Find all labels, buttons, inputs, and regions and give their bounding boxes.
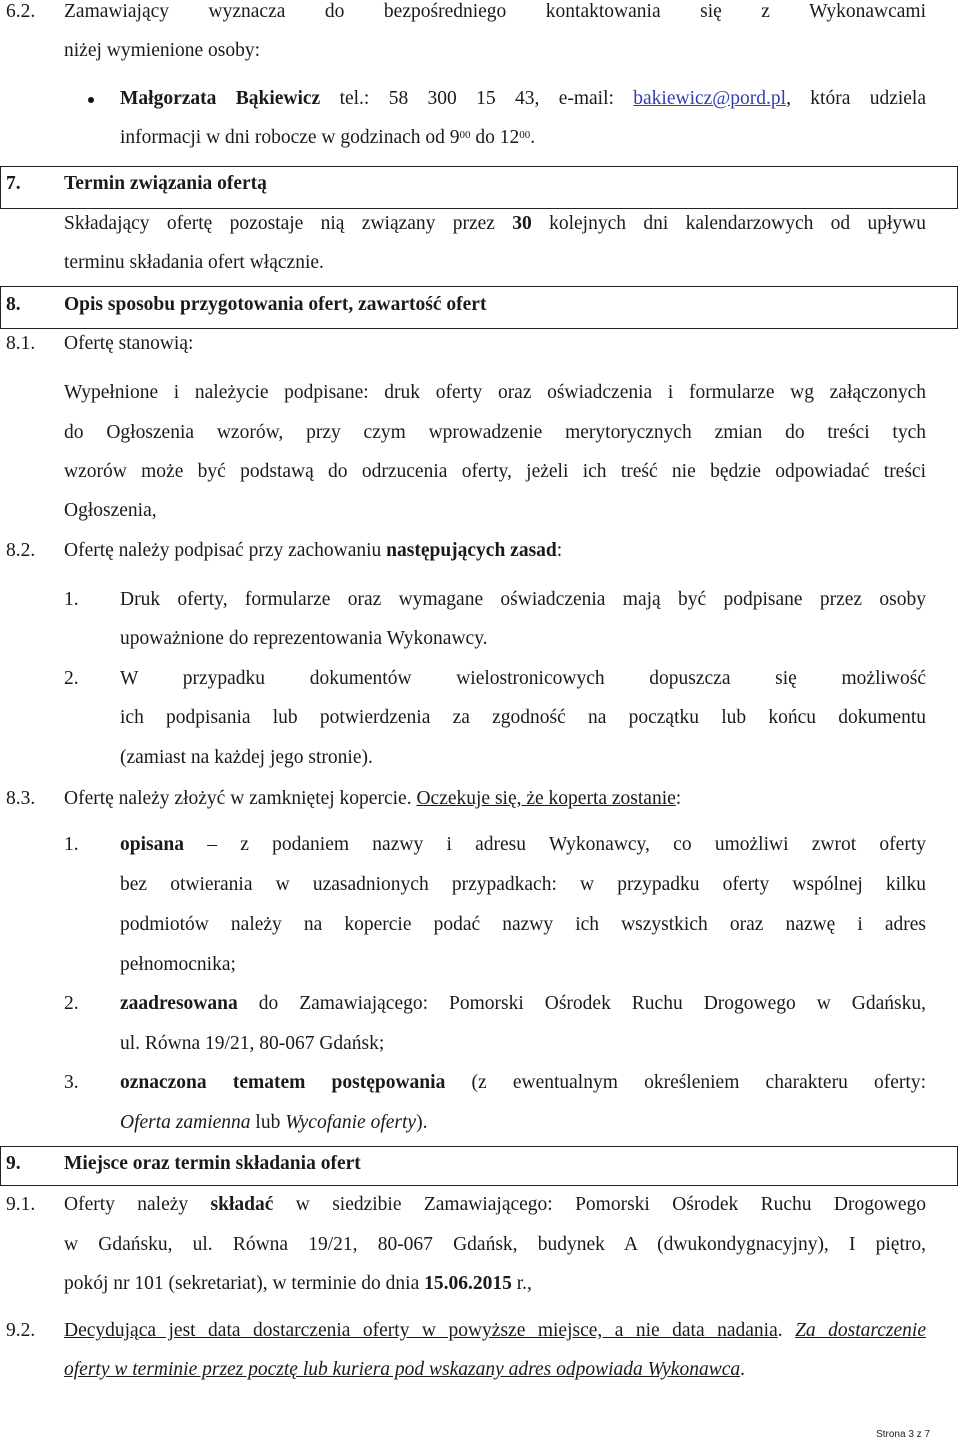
text: w siedzibie Zamawiającego: Pomorski Ośrodek Ruchu Drogowego	[273, 1194, 926, 1215]
section-title: Opis sposobu przygotowania ofert, zawartość ofert	[64, 294, 487, 315]
italic-text: Oferta zamienna	[120, 1112, 251, 1133]
paragraph-line	[64, 1272, 532, 1296]
email-link[interactable]: bakiewicz@pord.pl	[633, 88, 787, 109]
list-item-line: ich podpisania lub potwierdzenia za zgodność na początku lub końcu dokumentu	[120, 707, 926, 728]
text: – z podaniem nazwy i adresu Wykonawcy, co umożliwi zwrot oferty	[183, 834, 926, 855]
text: informacji w dni robocze w godzinach od 9	[120, 127, 460, 148]
text: r.,	[511, 1273, 532, 1294]
contact-name: Małgorzata Bąkiewicz	[120, 88, 321, 109]
text: .	[777, 1320, 796, 1341]
text: :	[556, 540, 563, 561]
text: kolejnych dni kalendarzowych od upływu	[531, 213, 926, 234]
text: 30	[512, 213, 532, 234]
paragraph-line: w Gdańsku, ul. Równa 19/21, 80-067 Gdańsk, budynek A (dwukondygnacyjny), I piętro,	[64, 1234, 926, 1255]
bullet-icon	[88, 97, 94, 103]
subsection-heading	[64, 539, 562, 563]
underlined-italic-text: oferty w terminie przez pocztę lub kuriera pod wskazany adres odpowiada Wykonawca	[64, 1359, 741, 1380]
list-item-line	[120, 1071, 926, 1095]
section-number: 8.2.	[6, 540, 36, 561]
subsection-heading	[64, 787, 681, 811]
paragraph-line: niżej wymienione osoby:	[64, 40, 261, 61]
paragraph-line	[64, 1193, 926, 1217]
superscript: 00	[519, 129, 531, 141]
list-number: 2.	[64, 993, 79, 1014]
text: Oferty należy	[64, 1194, 211, 1215]
text: opisana	[120, 834, 184, 855]
paragraph-line: terminu składania ofert włącznie.	[64, 252, 324, 273]
section-number: 8.3.	[6, 788, 36, 809]
underlined-text: Oczekuje się, że koperta zostanie	[416, 788, 676, 809]
text: Ofertę należy złożyć w zamkniętej kopercie.	[64, 788, 417, 809]
text: .	[530, 127, 536, 148]
text: :	[675, 788, 682, 809]
list-number: 2.	[64, 668, 79, 689]
superscript: 00	[459, 129, 471, 141]
page-number: Strona 3 z 7	[876, 1429, 930, 1440]
text: lub	[250, 1112, 286, 1133]
hours-line	[120, 126, 535, 150]
section-title: Miejsce oraz termin składania ofert	[64, 1153, 361, 1174]
list-item-line	[120, 992, 926, 1016]
section-number: 8.	[6, 294, 21, 315]
text: składać	[210, 1194, 274, 1215]
section-number: 8.1.	[6, 333, 36, 354]
list-number: 1.	[64, 834, 79, 855]
italic-text: Wycofanie oferty	[285, 1112, 417, 1133]
section-number: 9.2.	[6, 1320, 36, 1341]
text: , która udziela	[786, 88, 926, 109]
list-number: 3.	[64, 1072, 79, 1093]
underlined-text: Decydująca jest data dostarczenia oferty w powyższe miejsce, a nie data nadania	[64, 1320, 778, 1341]
section-number: 6.2.	[6, 1, 36, 22]
text: następujących zasad	[386, 540, 557, 561]
text: do 12	[470, 127, 520, 148]
text: zaadresowana	[120, 993, 238, 1014]
text: .	[740, 1359, 745, 1380]
list-item-line	[120, 833, 926, 857]
paragraph-line	[64, 1358, 745, 1382]
text: Zamawiający wyznacza do bezpośredniego kontaktowania się z Wykonawcami	[64, 1, 926, 22]
list-item-line: bez otwierania w uzasadnionych przypadkach: w przypadku oferty wspólnej kilku	[120, 874, 926, 895]
paragraph-line: Ogłoszenia,	[64, 500, 157, 521]
text: Ofertę należy podpisać przy zachowaniu	[64, 540, 387, 561]
text: do Zamawiającego: Pomorski Ośrodek Ruchu Drogowego w Gdańsku,	[237, 993, 926, 1014]
list-item-line: podmiotów należy na kopercie podać nazwy ich wszystkich oraz nazwę i adres	[120, 914, 926, 935]
paragraph-line: do Ogłoszenia wzorów, przy czym wprowadzenie merytorycznych zmian do treści tych	[64, 422, 926, 443]
section-number: 9.	[6, 1153, 21, 1174]
paragraph-line	[64, 0, 926, 24]
text: Składający ofertę pozostaje nią związany przez	[64, 213, 513, 234]
underlined-italic-text: Za dostarczenie	[795, 1320, 926, 1341]
text: 15.06.2015	[424, 1273, 512, 1294]
contact-tel: tel.: 58 300 15 43, e-mail:	[320, 88, 634, 109]
subsection-heading: Ofertę stanowią:	[64, 333, 194, 354]
section-title: Termin związania ofertą	[64, 173, 267, 194]
paragraph-line: Wypełnione i należycie podpisane: druk oferty oraz oświadczenia i formularze wg załączonych	[64, 382, 926, 403]
paragraph-line	[64, 1319, 926, 1343]
section-number: 9.1.	[6, 1194, 36, 1215]
text: pokój nr 101 (sekretariat), w terminie do dnia	[64, 1273, 425, 1294]
list-item-line: Druk oferty, formularze oraz wymagane oświadczenia mają być podpisane przez osoby	[120, 589, 926, 610]
list-item-line: pełnomocnika;	[120, 954, 236, 975]
list-item-line: ul. Równa 19/21, 80-067 Gdańsk;	[120, 1033, 385, 1054]
list-item-line	[120, 1111, 427, 1135]
list-number: 1.	[64, 589, 79, 610]
paragraph-line: wzorów może być podstawą do odrzucenia oferty, jeżeli ich treść nie będzie odpowiadać treści	[64, 461, 926, 482]
list-item-line: (zamiast na każdej jego stronie).	[120, 747, 373, 768]
paragraph-line	[64, 212, 926, 236]
text: oznaczona tematem postępowania	[120, 1072, 446, 1093]
contact-line	[120, 87, 926, 111]
list-item-line: W przypadku dokumentów wielostronicowych dopuszcza się możliwość	[120, 668, 926, 689]
list-item-line: upoważnione do reprezentowania Wykonawcy.	[120, 628, 488, 649]
text: (z ewentualnym określeniem charakteru oferty:	[445, 1072, 926, 1093]
section-number: 7.	[6, 173, 21, 194]
text: ).	[416, 1112, 428, 1133]
